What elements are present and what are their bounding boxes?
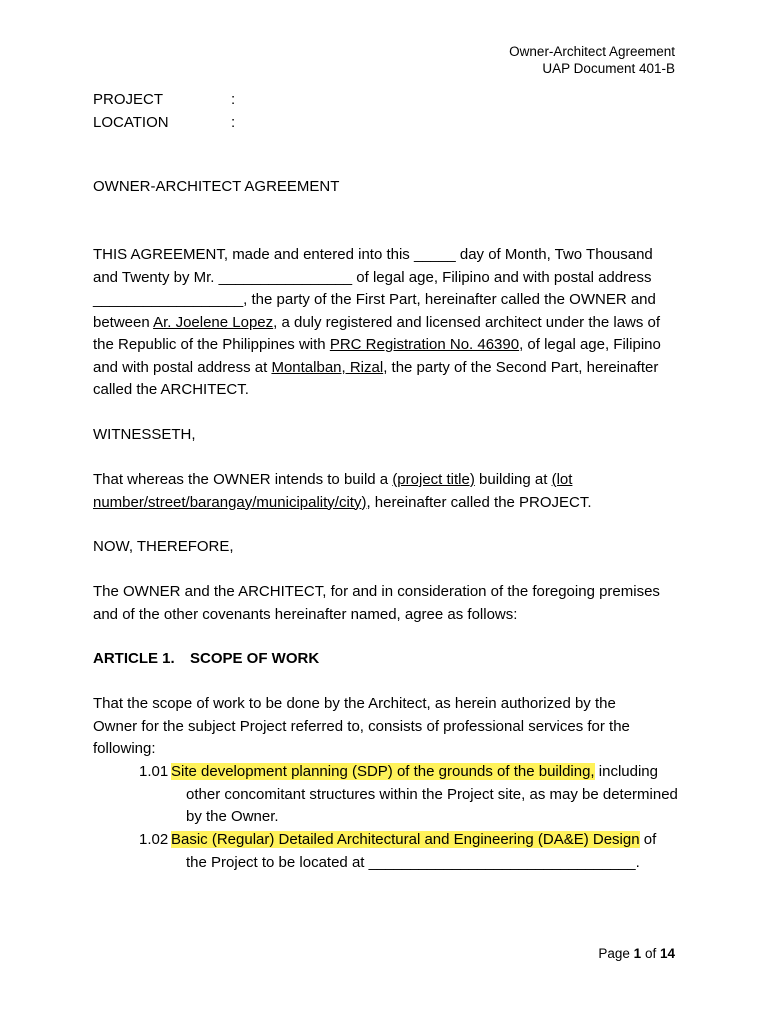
architect-address: Montalban, Rizal [271, 358, 384, 376]
item-highlight: Site development planning (SDP) of the grounds of the building, [171, 763, 595, 780]
agreement-text-1: THIS AGREEMENT, made and entered into this _____ day of Month, Two Thousand and Twenty by Mr. ________________ of legal age, Filipino and with postal address __________________, the party of the First Part, hereinafter called the OWNER and between [93, 246, 656, 331]
agreement-text-3: , of legal age, Filipino and with postal address at [93, 336, 661, 376]
article-title: SCOPE OF WORK [190, 650, 320, 667]
item-text [171, 761, 679, 784]
article-number: ARTICLE 1. [93, 650, 175, 667]
location-row [93, 111, 235, 134]
document-header [509, 44, 675, 77]
page-number: 1 [633, 946, 642, 961]
lot-placeholder: (lot number/street/barangay/municipality/city) [93, 471, 573, 511]
whereas-paragraph [93, 469, 663, 514]
location-separator: : [231, 114, 236, 131]
item-highlight: Basic (Regular) Detailed Architectural and Engineering (DA&E) Design [171, 831, 640, 848]
project-separator: : [231, 91, 236, 108]
location-label: LOCATION [93, 114, 169, 131]
agreement-title: OWNER-ARCHITECT AGREEMENT [93, 178, 340, 195]
project-row [93, 88, 235, 111]
item-continuation: by the Owner. [186, 808, 279, 825]
scope-intro-paragraph: That the scope of work to be done by the Architect, as herein authorized by the Owner for the subject Project referred to, consists of professional services for the following: [93, 695, 630, 757]
project-title-placeholder: (project title) [392, 471, 475, 488]
item-rest: including [594, 763, 658, 780]
page-total: 14 [659, 946, 675, 961]
item-number: 1.01 [139, 763, 169, 780]
witnesseth-heading: WITNESSETH, [93, 426, 196, 443]
covenant-paragraph: The OWNER and the ARCHITECT, for and in consideration of the foregoing premises and of the other covenants hereinafter named, agree as follows: [93, 583, 660, 623]
now-therefore-heading: NOW, THEREFORE, [93, 538, 234, 555]
scope-item-1-01 [139, 761, 679, 829]
scope-item-1-02 [139, 829, 679, 874]
architect-name: Ar. Joelene Lopez [153, 313, 274, 331]
item-text [171, 829, 679, 852]
scope-item-first-line [139, 829, 679, 852]
header-doc-number: UAP Document 401-B [542, 60, 675, 76]
article-1-heading [93, 650, 319, 667]
project-meta [93, 88, 235, 134]
item-number: 1.02 [139, 831, 169, 848]
header-title: Owner-Architect Agreement [509, 44, 675, 59]
agreement-text-2: , a duly registered and licensed architect under the laws of the Republic of the Philippines with [93, 313, 661, 353]
agreement-paragraph [93, 244, 663, 402]
whereas-text-3: , hereinafter called the PROJECT. [366, 493, 592, 511]
item-rest: of [639, 831, 657, 848]
item-continuation: other concomitant structures within the Project site, as may be determined [186, 785, 678, 803]
item-continuation: the Project to be located at ________________________________. [186, 853, 640, 871]
prc-registration: PRC Registration No. 46390 [329, 336, 520, 353]
whereas-text-1: That whereas the OWNER intends to build a [93, 471, 393, 488]
page-word: Page [598, 946, 630, 961]
agreement-text-4: , the party of the Second Part, hereinafter called the ARCHITECT. [93, 358, 659, 398]
scope-item-first-line [139, 761, 679, 784]
of-word: of [644, 946, 657, 961]
project-label: PROJECT [93, 91, 164, 108]
whereas-text-2: building at [474, 471, 552, 488]
page-footer [598, 946, 675, 961]
